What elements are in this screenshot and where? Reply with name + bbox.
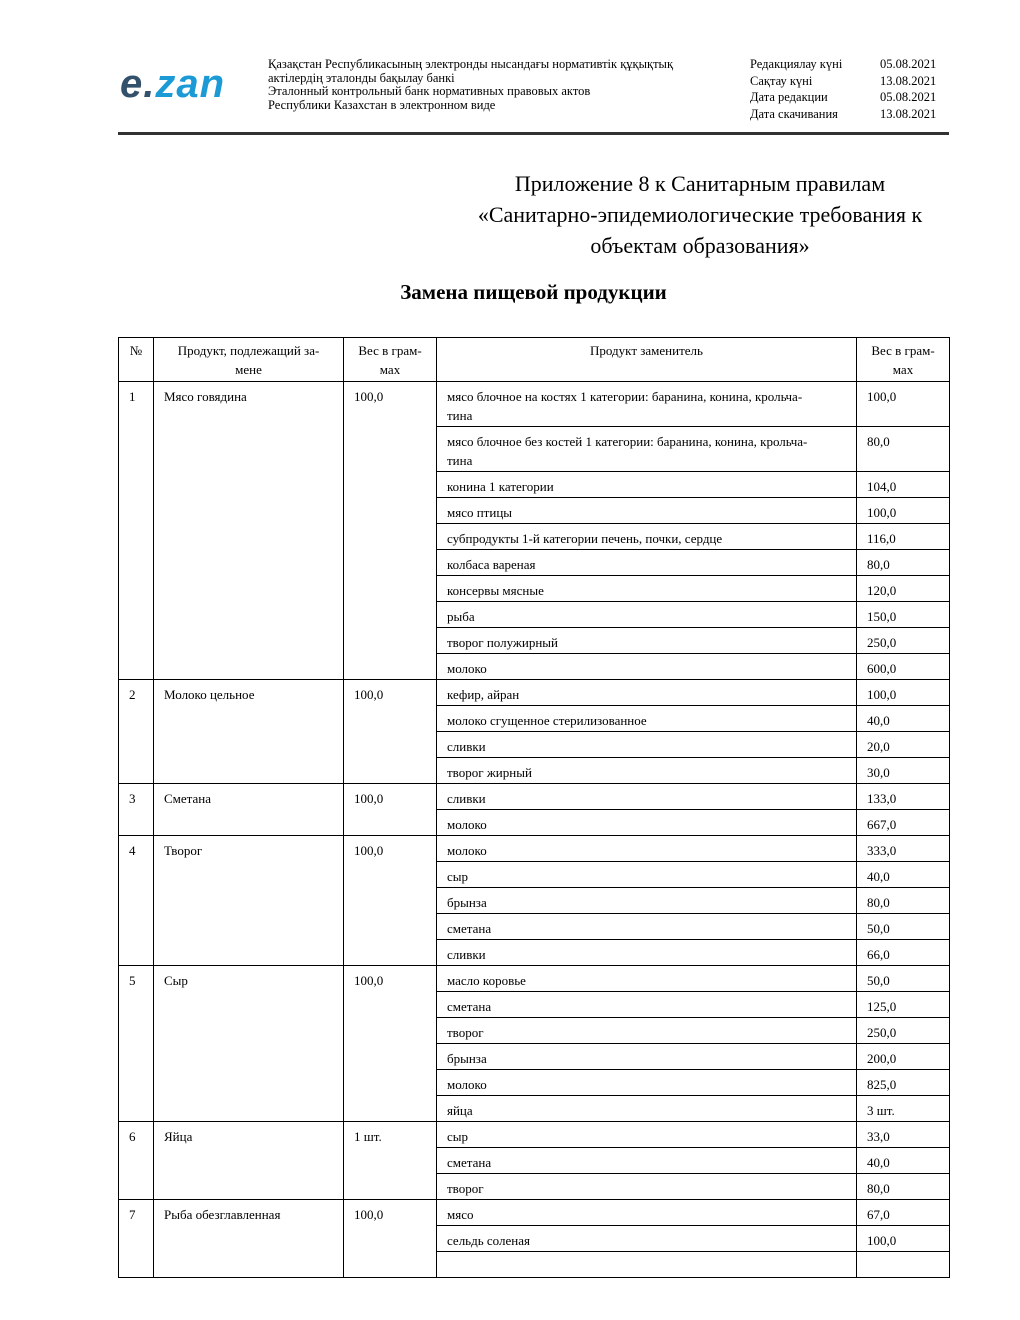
row-product: Сметана [154, 784, 344, 836]
row-substitute-weight: 20,0 [857, 732, 950, 758]
row-substitute-weight: 120,0 [857, 576, 950, 602]
row-number: 3 [119, 784, 154, 836]
row-product: Яйца [154, 1122, 344, 1200]
row-substitute-weight: 33,0 [857, 1122, 950, 1148]
row-substitute-weight: 100,0 [857, 382, 950, 427]
row-substitute: мясо блочное без костей 1 категории: баранина, конина, крольча- тина [437, 427, 857, 472]
row-substitute: сыр [437, 862, 857, 888]
table-row [119, 382, 950, 427]
bank-line: Эталонный контрольный банк нормативных правовых актов [268, 84, 591, 98]
row-substitute: сметана [437, 1148, 857, 1174]
row-substitute-weight: 104,0 [857, 472, 950, 498]
bank-description [268, 58, 673, 112]
row-substitute-weight: 100,0 [857, 1226, 950, 1252]
row-number: 1 [119, 382, 154, 680]
row-substitute-weight [857, 1252, 950, 1278]
row-substitute: сливки [437, 784, 857, 810]
row-product: Мясо говядина [154, 382, 344, 680]
row-product: Молоко цельное [154, 680, 344, 784]
bank-line: актілердің эталонды бақылау банкі [268, 70, 455, 85]
row-substitute: молоко [437, 654, 857, 680]
row-substitute: сливки [437, 732, 857, 758]
header-divider [118, 132, 949, 135]
row-substitute-weight: 80,0 [857, 1174, 950, 1200]
row-substitute-weight: 50,0 [857, 914, 950, 940]
row-substitute: конина 1 категории [437, 472, 857, 498]
date-row: Дата редакции 05.08.2021 [750, 90, 937, 104]
row-product: Рыба обезглавленная [154, 1200, 344, 1278]
row-substitute: молоко сгущенное стерилизованное [437, 706, 857, 732]
row-substitute: сельдь соленая [437, 1226, 857, 1252]
row-substitute: брынза [437, 888, 857, 914]
page-title: Замена пищевой продукции [400, 280, 667, 304]
row-substitute-weight: 125,0 [857, 992, 950, 1018]
row-substitute-weight: 200,0 [857, 1044, 950, 1070]
table-row [119, 680, 950, 706]
table-row [119, 966, 950, 992]
row-substitute-weight: 116,0 [857, 524, 950, 550]
row-substitute: творог жирный [437, 758, 857, 784]
appendix-heading: Приложение 8 к Санитарным правилам «Санитарно-эпидемиологические требования к объектам образования» [477, 171, 923, 258]
row-product: Сыр [154, 966, 344, 1122]
row-number: 6 [119, 1122, 154, 1200]
row-substitute: мясо [437, 1200, 857, 1226]
row-substitute-weight: 100,0 [857, 498, 950, 524]
row-substitute: сметана [437, 992, 857, 1018]
row-substitute: рыба [437, 602, 857, 628]
row-substitute: брынза [437, 1044, 857, 1070]
row-substitute-weight: 150,0 [857, 602, 950, 628]
row-substitute: сливки [437, 940, 857, 966]
row-weight: 1 шт. [344, 1122, 437, 1200]
row-substitute: творог полужирный [437, 628, 857, 654]
row-substitute-weight: 100,0 [857, 680, 950, 706]
row-substitute: консервы мясные [437, 576, 857, 602]
row-substitute [437, 1252, 857, 1278]
row-substitute-weight: 80,0 [857, 550, 950, 576]
row-product: Творог [154, 836, 344, 966]
row-substitute: яйца [437, 1096, 857, 1122]
row-weight: 100,0 [344, 784, 437, 836]
row-substitute: молоко [437, 836, 857, 862]
row-substitute: творог [437, 1018, 857, 1044]
row-substitute-weight: 133,0 [857, 784, 950, 810]
row-weight: 100,0 [344, 966, 437, 1122]
row-substitute-weight: 40,0 [857, 706, 950, 732]
table-row [119, 1200, 950, 1226]
row-number: 7 [119, 1200, 154, 1278]
row-substitute: сыр [437, 1122, 857, 1148]
row-substitute-weight: 333,0 [857, 836, 950, 862]
row-substitute-weight: 50,0 [857, 966, 950, 992]
row-substitute: субпродукты 1-й категории печень, почки, сердце [437, 524, 857, 550]
header-product: Продукт, подлежащий за- мене [154, 338, 344, 382]
date-row: Дата скачивания 13.08.2021 [750, 106, 937, 121]
row-substitute: колбаса вареная [437, 550, 857, 576]
row-substitute-weight: 80,0 [857, 888, 950, 914]
row-substitute: сметана [437, 914, 857, 940]
row-number: 5 [119, 966, 154, 1122]
row-substitute-weight: 40,0 [857, 862, 950, 888]
row-substitute-weight: 667,0 [857, 810, 950, 836]
table-header-row [119, 338, 950, 382]
row-substitute-weight: 30,0 [857, 758, 950, 784]
row-substitute-weight: 250,0 [857, 628, 950, 654]
row-weight: 100,0 [344, 836, 437, 966]
row-substitute-weight: 67,0 [857, 1200, 950, 1226]
row-substitute: молоко [437, 1070, 857, 1096]
row-substitute-weight: 40,0 [857, 1148, 950, 1174]
bank-line: Республики Казахстан в электронном виде [268, 97, 496, 112]
row-substitute-weight: 80,0 [857, 427, 950, 472]
row-substitute: творог [437, 1174, 857, 1200]
table-row [119, 836, 950, 862]
row-substitute-weight: 3 шт. [857, 1096, 950, 1122]
header-sub-weight: Вес в грам- мах [857, 338, 950, 382]
food-substitution-table [118, 337, 950, 1278]
date-row: Редакциялау күні 05.08.2021 [750, 57, 937, 71]
row-substitute: молоко [437, 810, 857, 836]
bank-line: Қазақстан Республикасының электронды нысандағы нормативтік құқықтық [268, 57, 674, 71]
row-substitute-weight: 825,0 [857, 1070, 950, 1096]
table-row [119, 1122, 950, 1148]
row-weight: 100,0 [344, 680, 437, 784]
row-substitute-weight: 66,0 [857, 940, 950, 966]
row-weight: 100,0 [344, 382, 437, 680]
row-substitute: кефир, айран [437, 680, 857, 706]
table-body [119, 382, 950, 1278]
row-number: 4 [119, 836, 154, 966]
row-number: 2 [119, 680, 154, 784]
table-row [119, 784, 950, 810]
row-substitute-weight: 250,0 [857, 1018, 950, 1044]
row-substitute: мясо птицы [437, 498, 857, 524]
header-no: № [119, 338, 154, 382]
header-weight: Вес в грам- мах [344, 338, 437, 382]
row-substitute-weight: 600,0 [857, 654, 950, 680]
document-dates [750, 56, 936, 122]
row-substitute: масло коровье [437, 966, 857, 992]
row-weight: 100,0 [344, 1200, 437, 1278]
date-row: Сақтау күні 13.08.2021 [750, 73, 937, 88]
ezan-logo: e.zan [120, 62, 226, 106]
header-substitute: Продукт заменитель [437, 338, 857, 382]
row-substitute: мясо блочное на костях 1 категории: баранина, конина, крольча- тина [437, 382, 857, 427]
